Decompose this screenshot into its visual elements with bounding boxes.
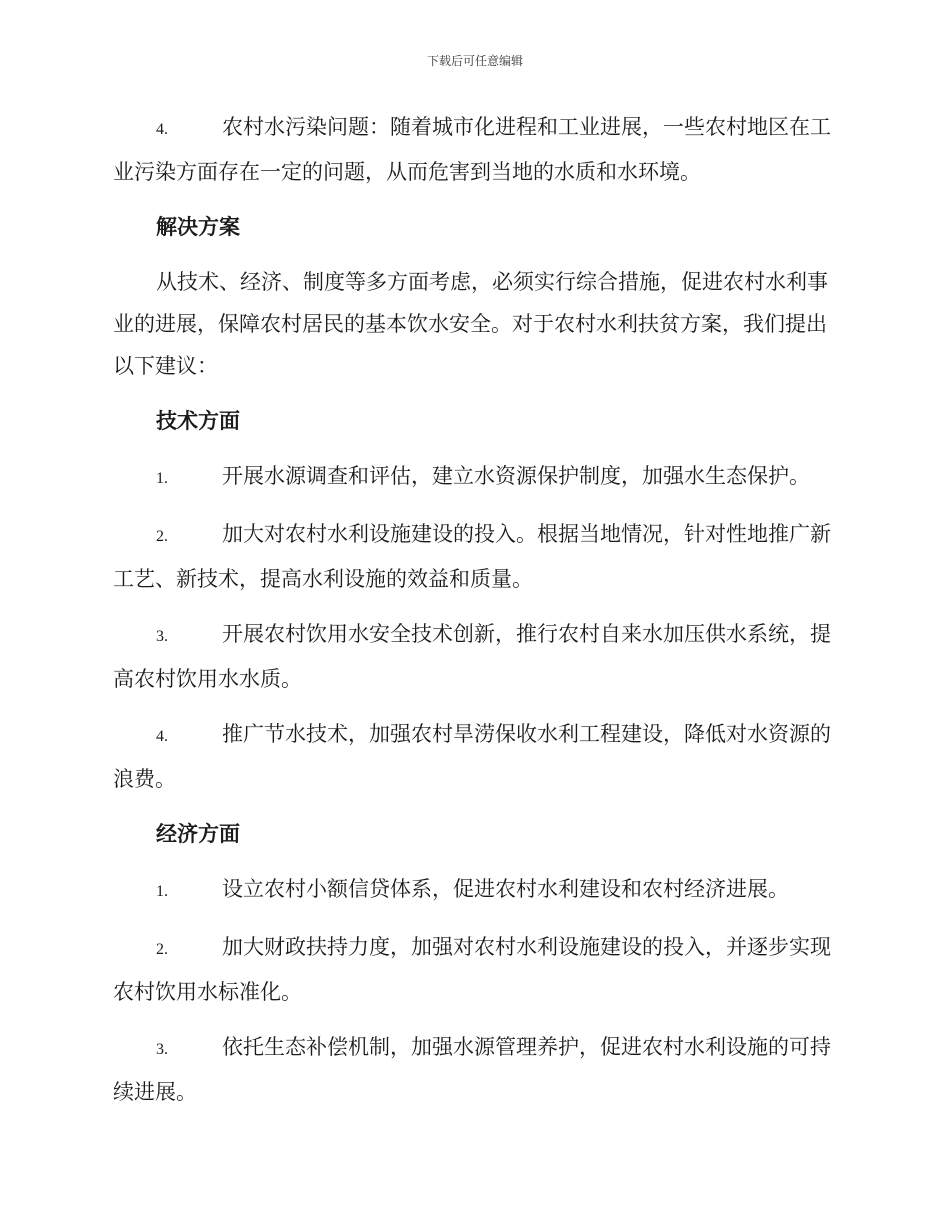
list-text: 推广节水技术，加强农村旱涝保收水利工程建设，降低对水资源的浪费。	[113, 722, 831, 791]
list-item	[113, 1026, 835, 1113]
list-text: 设立农村小额信贷体系，促进农村水利建设和农村经济进展。	[222, 877, 789, 901]
page-header: 下载后可任意编辑	[426, 54, 523, 68]
list-number: 1.	[156, 883, 168, 900]
list-text: 开展水源调查和评估，建立水资源保护制度，加强水生态保护。	[222, 464, 810, 488]
paragraph: 从技术、经济、制度等多方面考虑，必须实行综合措施，促进农村水利事业的进展，保障农村居民的基本饮水安全。对于农村水利扶贫方案，我们提出以下建议：	[113, 270, 828, 378]
list-item	[113, 868, 835, 913]
list-item	[113, 926, 835, 1013]
list-text: 加大对农村水利设施建设的投入。根据当地情况，针对性地推广新工艺、新技术，提高水利设施的效益和质量。	[113, 522, 831, 591]
list-number: 2.	[156, 528, 168, 545]
section-heading: 解决方案	[156, 214, 240, 239]
list-number: 4.	[156, 121, 168, 138]
list-text: 开展农村饮用水安全技术创新，推行农村自来水加压供水系统，提高农村饮用水水质。	[113, 622, 831, 691]
list-text: 加大财政扶持力度，加强对农村水利设施建设的投入，并逐步实现农村饮用水标准化。	[113, 935, 831, 1004]
list-item	[113, 455, 835, 500]
list-number: 1.	[156, 470, 168, 487]
list-text: 农村水污染问题：随着城市化进程和工业进展，一些农村地区在工业污染方面存在一定的问题，从而危害到当地的水质和水环境。	[113, 115, 831, 184]
list-number: 2.	[156, 941, 168, 958]
section-heading: 经济方面	[156, 821, 240, 846]
list-item	[113, 513, 835, 600]
list-number: 3.	[156, 1041, 168, 1058]
list-number: 4.	[156, 728, 168, 745]
list-item	[113, 106, 835, 193]
list-item	[113, 713, 835, 800]
document-body	[113, 106, 835, 1126]
list-text: 依托生态补偿机制，加强水源管理养护，促进农村水利设施的可持续进展。	[113, 1035, 831, 1104]
list-item	[113, 613, 835, 700]
section-heading: 技术方面	[156, 408, 240, 433]
list-number: 3.	[156, 628, 168, 645]
